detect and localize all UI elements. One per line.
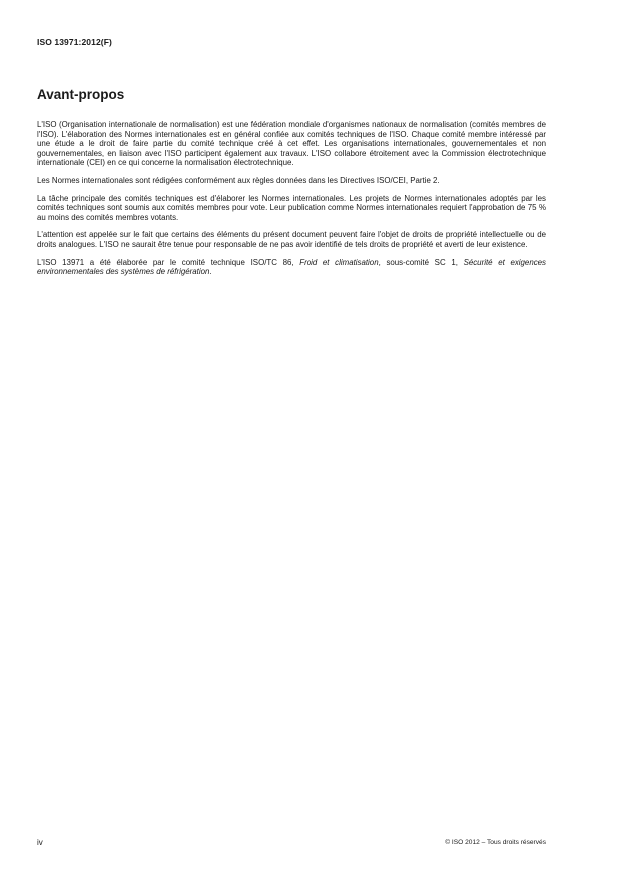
paragraph-5 (37, 258, 546, 277)
paragraph-5-suffix: . (209, 267, 212, 277)
page-number: iv (37, 838, 43, 847)
section-title: Avant-propos (37, 87, 125, 102)
foreword-body (37, 120, 546, 285)
paragraph-5-middle: , sous-comité SC 1, (378, 257, 464, 267)
paragraph-4: L'attention est appelée sur le fait que certains des éléments du présent document peuvent faire l'objet de droits de propriété intellectuelle ou de droits analogues. L'ISO ne saurait être tenue pour responsable de ne pas avoir identifié de tels droits de propriété et averti de leur existence. (37, 230, 546, 249)
copyright-notice: © ISO 2012 – Tous droits réservés (445, 839, 546, 846)
document-id-header: ISO 13971:2012(F) (37, 37, 112, 47)
paragraph-1: L'ISO (Organisation internationale de normalisation) est une fédération mondiale d'organismes nationaux de normalisation (comités membres de l'ISO). L'élaboration des Normes internationales est en général confiée aux comités techniques de l'ISO. Chaque comité membre intéressé par une étude a le droit de faire partie du comité technique créé à cet effet. Les organisations internationales, gouvernementales et non gouvernementales, en liaison avec l'ISO participent également aux travaux. L'ISO collabore étroitement avec la Commission électrotechnique internationale (CEI) en ce qui concerne la normalisation électrotechnique. (37, 120, 546, 168)
subcommittee-title: Sécurité et exigences environnementales des systèmes de réfrigération (37, 257, 546, 277)
paragraph-3: La tâche principale des comités techniques est d'élaborer les Normes internationales. Les projets de Normes internationales adoptés par les comités techniques sont soumis aux comités membres pour vote. Leur publication comme Normes internationales requiert l'approbation de 75 % au moins des comités membres votants. (37, 193, 546, 222)
paragraph-2: Les Normes internationales sont rédigées conformément aux règles données dans les Directives ISO/CEI, Partie 2. (37, 175, 440, 185)
paragraph-5-prefix: L'ISO 13971 a été élaborée par le comité technique ISO/TC 86, (37, 257, 300, 267)
committee-title: Froid et climatisation (299, 257, 379, 267)
